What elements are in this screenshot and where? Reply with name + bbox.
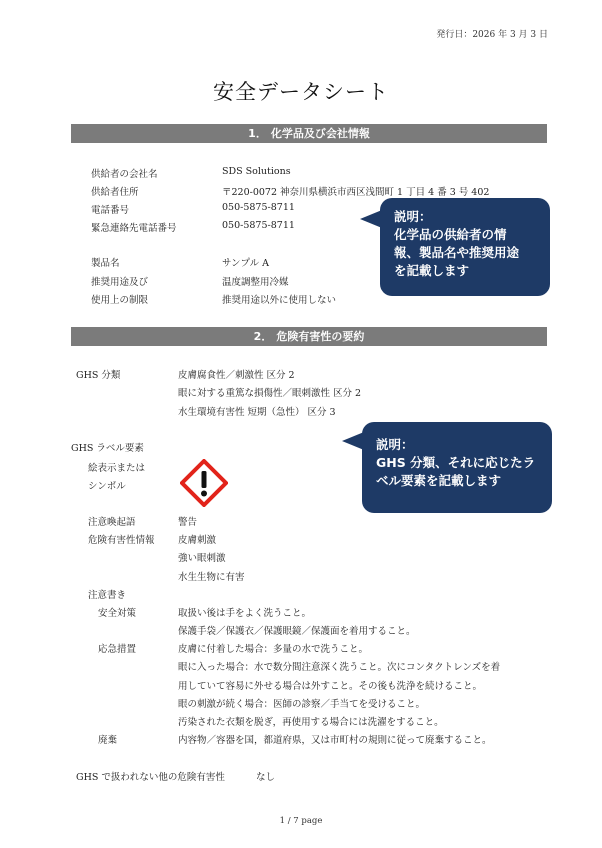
issue-date: 発行日：2026 年 3 月 3 日 <box>436 30 548 40</box>
supplier-name-label: 供給者の会社名 <box>91 169 158 180</box>
prevention-statement: 保護手袋／保護衣／保護眼鏡／保護面を着用すること。 <box>178 626 416 637</box>
hazard-statements-label: 危険有害性情報 <box>88 535 155 546</box>
disposal-statement: 内容物／容器を国，都道府県，又は市町村の規則に従って廃棄すること。 <box>178 735 492 746</box>
precautionary-statements-label: 注意書き <box>88 590 127 601</box>
response-statement: 眼に入った場合：水で数分間注意深く洗うこと。次にコンタクトレンズを着 <box>178 662 501 673</box>
supplier-address-value: 〒220-0072 神奈川県横浜市西区浅間町 1 丁目 4 番 3 号 402 <box>222 187 490 198</box>
callout-1-line-2: 化学品の供給者の情 <box>394 227 507 242</box>
recommended-use-label: 推奨用途及び <box>91 277 149 288</box>
supplier-address-label: 供給者住所 <box>91 187 139 198</box>
callout-1-line-3: 報、製品名や推奨用途 <box>394 245 520 260</box>
prevention-statement: 取扱い後は手をよく洗うこと。 <box>178 608 312 619</box>
other-hazards-value: なし <box>256 772 276 783</box>
callout-2-line-1: 説明： <box>376 437 414 452</box>
callout-1-line-1: 説明： <box>394 209 432 224</box>
callout-1-pointer <box>360 210 382 228</box>
page-title: 安全データシート <box>213 80 389 104</box>
symbol-label: シンボル <box>88 481 126 492</box>
emergency-phone-value: 050-5875-8711 <box>222 220 295 231</box>
product-name-label: 製品名 <box>91 258 120 269</box>
section-1-title: 化学品及び会社情報 <box>270 127 370 140</box>
response-statement: 用していて容易に外せる場合は外すこと。その後も洗浄を続けること。 <box>178 681 483 692</box>
explanation-callout-1 <box>380 198 550 296</box>
response-statement: 眼の刺激が続く場合：医師の診察／手当てを受けること。 <box>178 699 426 710</box>
hazard-statement: 皮膚刺激 <box>178 535 217 546</box>
section-1-heading <box>71 124 547 143</box>
recommended-use-value: 温度調整用冷媒 <box>222 277 289 288</box>
explanation-callout-2 <box>362 422 552 513</box>
ghs-classification-item: 眼に対する重篤な損傷性／眼刺激性 区分 2 <box>178 388 362 399</box>
prevention-label: 安全対策 <box>98 608 137 619</box>
use-restriction-label: 使用上の制限 <box>91 295 149 306</box>
ghs-exclamation-mark-icon <box>180 459 228 507</box>
section-1-number: 1． <box>248 127 267 140</box>
ghs-classification-item: 皮膚腐食性／刺激性 区分 2 <box>178 370 295 381</box>
callout-2-line-2: GHS 分類、それに応じたラ <box>376 455 536 470</box>
ghs-classification-label: GHS 分類 <box>76 370 121 381</box>
ghs-classification-item: 水生環境有害性 短期（急性） 区分 3 <box>178 407 336 418</box>
pictogram-label: 絵表示または <box>88 463 146 474</box>
emergency-phone-label: 緊急連絡先電話番号 <box>91 223 177 234</box>
phone-value: 050-5875-8711 <box>222 202 295 213</box>
product-name-value: サンプル A <box>222 258 270 269</box>
section-2-number: 2． <box>253 330 273 343</box>
response-statement: 汚染された衣類を脱ぎ，再使用する場合には洗濯をすること。 <box>178 717 444 728</box>
section-2-title: 危険有害性の要約 <box>276 330 365 343</box>
use-restriction-value: 推奨用途以外に使用しない <box>222 295 337 306</box>
callout-2-line-3: ベル要素を記載します <box>376 473 502 488</box>
hazard-statement: 強い眼刺激 <box>178 553 226 564</box>
callout-2-pointer <box>342 432 364 450</box>
phone-label: 電話番号 <box>91 205 130 216</box>
disposal-label: 廃棄 <box>98 735 118 746</box>
other-hazards-label: GHS で扱われない他の危険有害性 <box>76 772 225 783</box>
section-2-heading <box>71 327 547 346</box>
supplier-name-value: SDS Solutions <box>222 166 291 177</box>
page-number: 1 / 7 page <box>279 816 323 826</box>
signal-word-label: 注意喚起語 <box>88 517 136 528</box>
response-statement: 皮膚に付着した場合：多量の水で洗うこと。 <box>178 644 369 655</box>
callout-1-line-4: を記載します <box>394 263 470 278</box>
ghs-label-elements-label: GHS ラベル要素 <box>71 443 144 454</box>
hazard-statement: 水生生物に有害 <box>178 572 245 583</box>
signal-word-value: 警告 <box>178 517 198 528</box>
response-label: 応急措置 <box>98 644 137 655</box>
